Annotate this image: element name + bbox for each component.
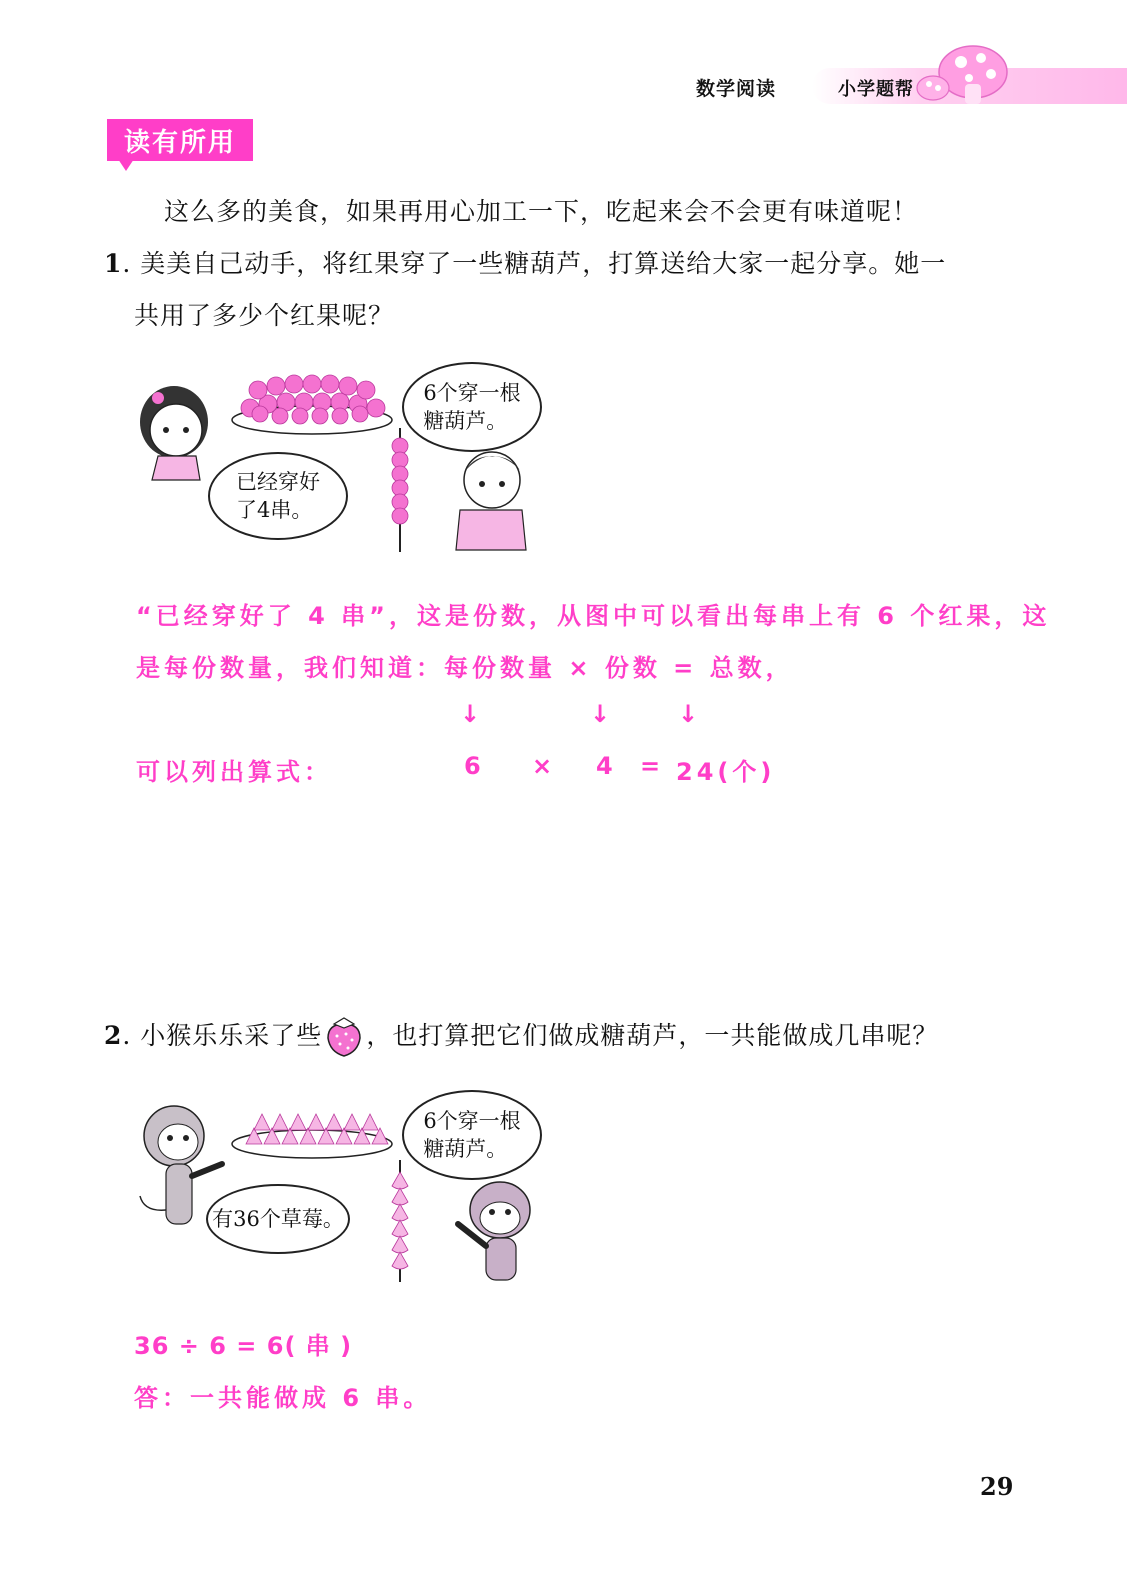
speech-bubble-monkey-left	[206, 1184, 350, 1254]
answer-text: 答：一共能做成 6 串。	[134, 1384, 432, 1412]
q2-text-after: ，也打算把它们做成糖葫芦，一共能做成几串呢？	[366, 1021, 939, 1050]
q1-line1	[104, 238, 946, 290]
section-label-tail	[118, 159, 134, 171]
strawberry-icon	[324, 1014, 364, 1058]
bubble-boy-line1: 6个穿一根	[423, 381, 521, 405]
speech-bubble-girl	[208, 452, 348, 540]
q1-number: 1	[104, 249, 123, 278]
bubble-monkey1-text: 有36个草莓。	[212, 1207, 344, 1231]
q1-text: . 美美自己动手，将红果穿了一些糖葫芦，打算送给大家一起分享。她一	[122, 249, 947, 278]
arrow-2: ↓	[590, 700, 615, 728]
series-title: 小学题帮	[838, 79, 914, 100]
solution-line1: “已经穿好了 4 串”，这是份数，从图中可以看出每串上有 6 个红果，这	[136, 602, 1051, 630]
tanghulu-stick	[392, 428, 408, 552]
bubble-monkey2-line2: 糖葫芦。	[423, 1137, 508, 1161]
bubble-boy-line2: 糖葫芦。	[423, 409, 508, 433]
bubble-girl-line2: 了4串。	[236, 498, 313, 522]
bubble-monkey2-line1: 6个穿一根	[423, 1109, 521, 1133]
arrow-3: ↓	[678, 700, 703, 728]
formula-times: ×	[532, 752, 557, 780]
formula-label: 可以列出算式：	[136, 758, 332, 786]
formula-result: 24(个)	[676, 758, 776, 786]
speech-bubble-monkey-right	[402, 1090, 542, 1180]
q2-text-before: . 小猴乐乐采了些	[122, 1021, 323, 1050]
strawberry-plate	[232, 1114, 392, 1158]
fruit-plate	[232, 375, 392, 434]
q2-number: 2	[104, 1021, 123, 1050]
formula-6: 6	[464, 752, 485, 780]
q2-line	[104, 1010, 938, 1062]
mushroom-icon	[905, 40, 1010, 110]
strawberry-stick	[392, 1160, 408, 1282]
speech-bubble-boy	[402, 362, 542, 452]
answer-formula: 36 ÷ 6 = 6( 串 )	[134, 1332, 353, 1360]
solution-line2: 是每份数量，我们知道：每份数量 × 份数 = 总数，	[136, 654, 794, 682]
formula-4: 4	[596, 752, 617, 780]
arrow-1: ↓	[460, 700, 485, 728]
page-number: 29	[980, 1472, 1014, 1501]
boy-illustration	[456, 452, 526, 550]
intro-text: 这么多的美食，如果再用心加工一下，吃起来会不会更有味道呢！	[164, 197, 919, 226]
monkey-right-illustration	[458, 1182, 530, 1280]
book-title: 数学阅读	[696, 78, 777, 100]
q1-line2: 共用了多少个红果呢？	[134, 301, 395, 330]
bubble-girl-line1: 已经穿好	[236, 470, 320, 494]
girl-illustration	[140, 386, 208, 480]
section-label: 读有所用	[123, 128, 236, 158]
formula-equals: =	[640, 752, 665, 780]
